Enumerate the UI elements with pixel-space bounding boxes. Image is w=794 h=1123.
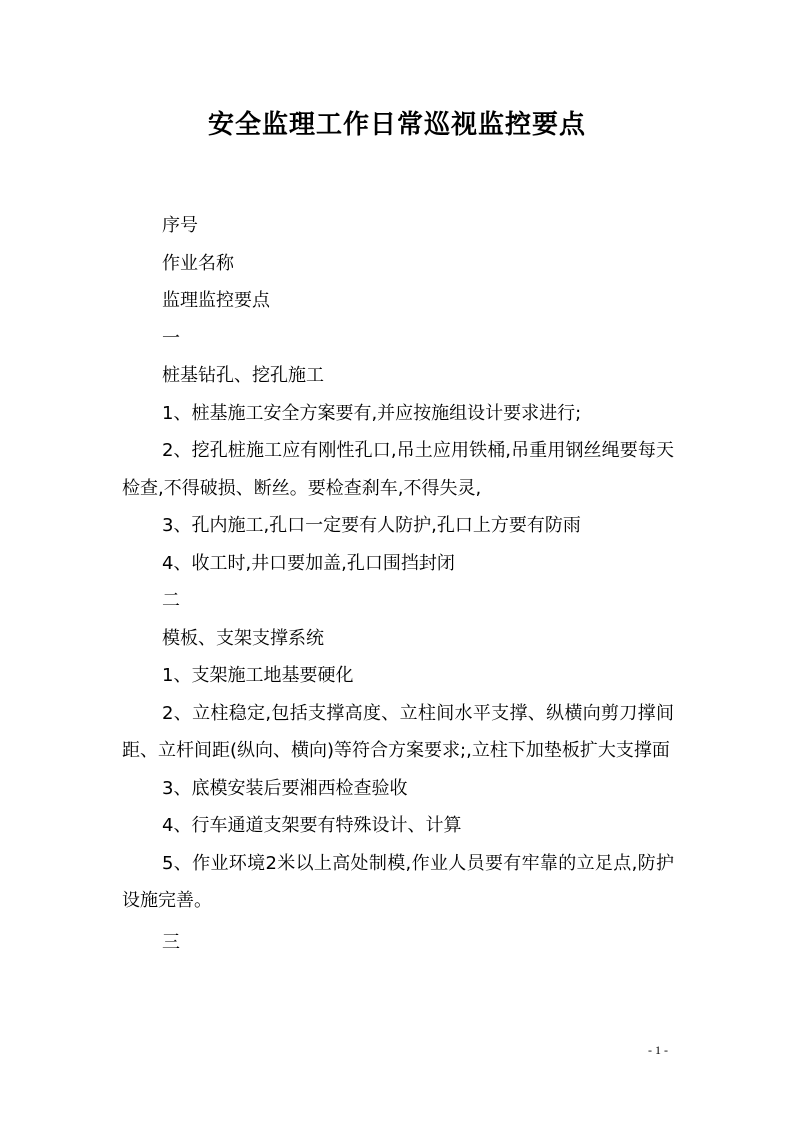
section-number-3: 三 [162, 931, 180, 953]
list-item: 1、桩基施工安全方案要有,并应按施组设计要求进行; [162, 402, 582, 424]
paragraph-key-points-header: 监理监控要点 [162, 290, 270, 311]
list-item: 4、行车通道支架要有特殊设计、计算 [162, 815, 462, 836]
list-item: 2、立柱稳定,包括支撑高度、立柱间水平支撑、纵横向剪刀撑间距、立杆间距(纵向、横向)等符合方案要求;,立柱下加垫板扩大支撑面 [122, 702, 674, 761]
section-title-1: 桩基钻孔、挖孔施工 [162, 365, 324, 386]
document-body [122, 207, 674, 961]
list-item: 2、挖孔桩施工应有刚性孔口,吊土应用铁桶,吊重用钢丝绳要每天检查,不得破损、断丝。要检查刹车,不得失灵, [122, 440, 674, 499]
paragraph-work-name-header: 作业名称 [162, 252, 234, 274]
paragraph-seq-header: 序号 [162, 215, 198, 236]
section-number-2: 二 [162, 590, 180, 611]
list-item: 1、支架施工地基要硬化 [162, 665, 354, 686]
section-number-1: 一 [162, 327, 180, 349]
section-title-2: 模板、支架支撑系统 [162, 627, 324, 649]
list-item: 3、底模安装后要湘西检查验收 [162, 777, 408, 799]
list-item: 5、作业环境2米以上高处制模,作业人员要有牢靠的立足点,防护设施完善。 [122, 852, 674, 911]
document-title: 安全监理工作日常巡视监控要点 [207, 110, 586, 140]
page-number: - 1 - [648, 1043, 668, 1057]
list-item: 3、孔内施工,孔口一定要有人防护,孔口上方要有防雨 [162, 515, 581, 536]
list-item: 4、收工时,井口要加盖,孔口围挡封闭 [162, 552, 455, 574]
